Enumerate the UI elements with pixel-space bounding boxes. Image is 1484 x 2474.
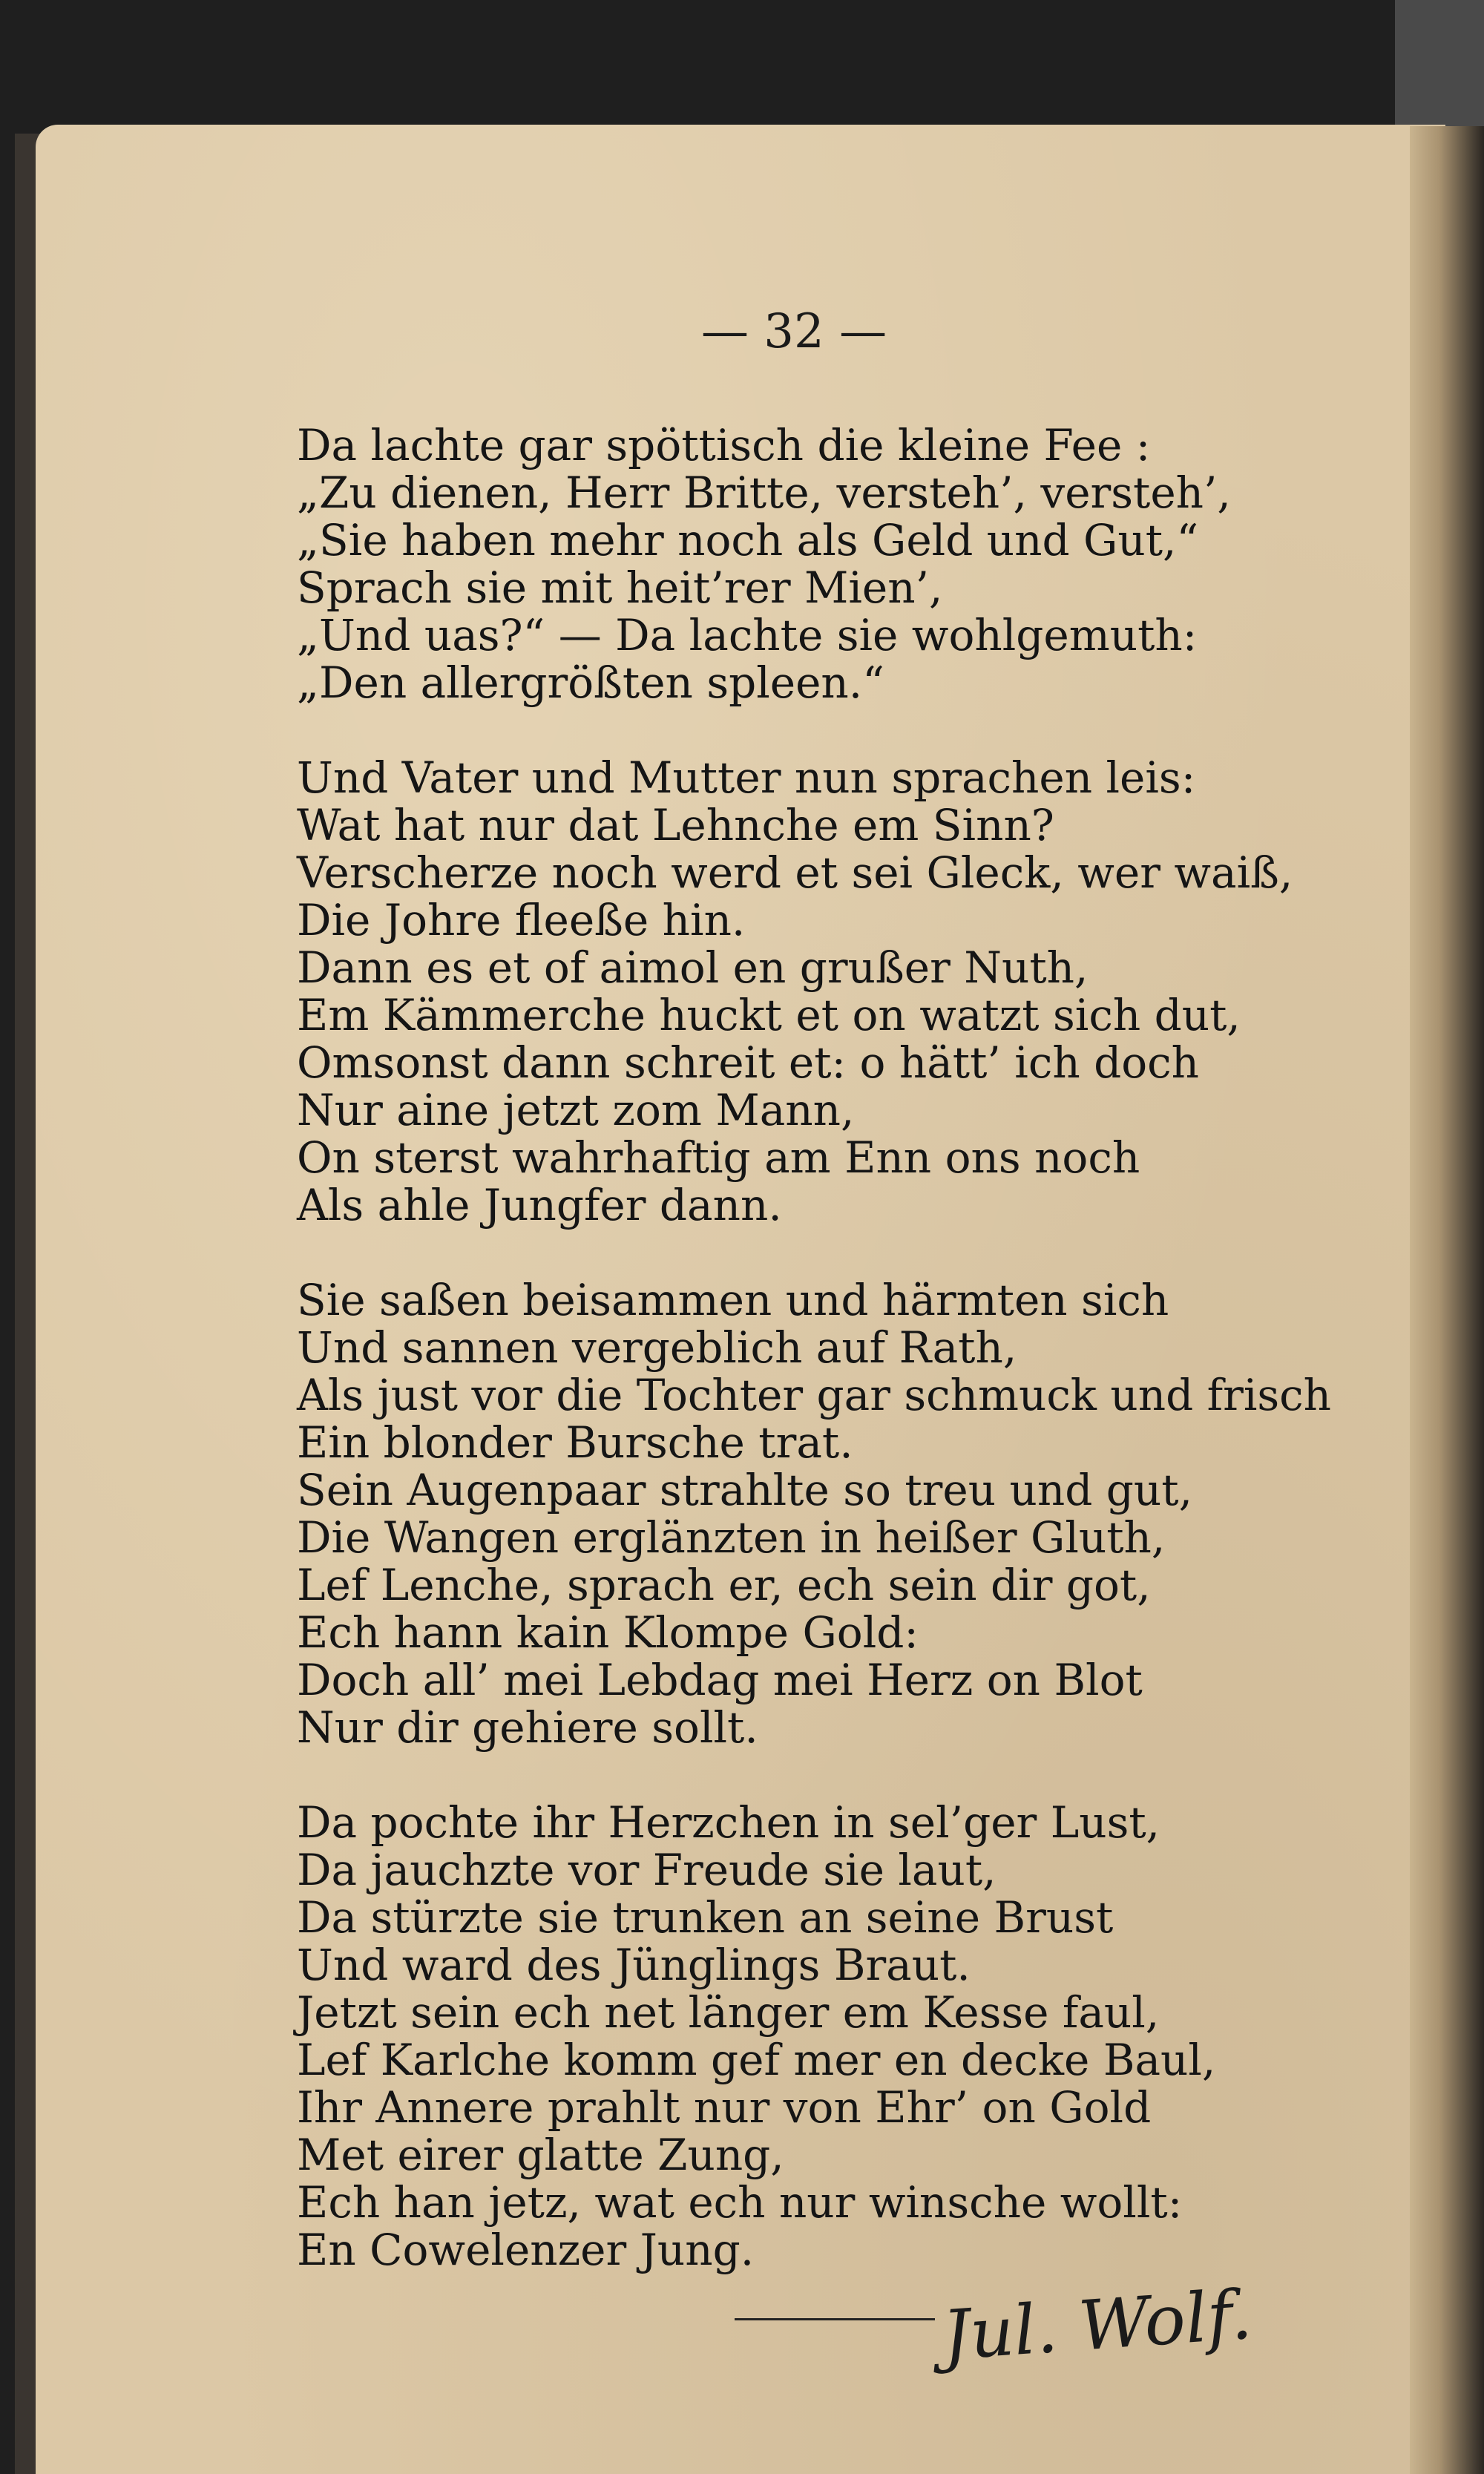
poem-line: Da jauchzte vor Freude sie laut, — [297, 1845, 997, 1895]
poem-line: Nur dir gehiere sollt. — [297, 1702, 758, 1753]
poem-line: Da lachte gar spöttisch die kleine Fee : — [297, 420, 1151, 470]
poem-line: Ein blonder Bursche trat. — [297, 1417, 853, 1468]
poem-line: Als ahle Jungfer dann. — [297, 1180, 782, 1230]
poem-line: Doch all’ mei Lebdag mei Herz on Blot — [297, 1655, 1143, 1705]
stanza-2 — [297, 754, 1336, 1229]
poem-line: Und sannen vergeblich auf Rath, — [297, 1322, 1017, 1373]
signature-rule — [735, 2318, 935, 2320]
stanza-1 — [297, 421, 1336, 706]
stanza-3 — [297, 1276, 1336, 1751]
poem-line: „Zu dienen, Herr Britte, versteh’, versteh’, — [297, 467, 1231, 518]
poem-line: Dann es et of aimol en grußer Nuth, — [297, 942, 1089, 993]
poem-line: Sie saßen beisammen und härmten sich — [297, 1275, 1169, 1325]
poem-line: Die Wangen erglänzten in heißer Gluth, — [297, 1512, 1166, 1563]
poem-line: „Und uas?“ — Da lachte sie wohlgemuth: — [297, 610, 1198, 660]
poem-line: „Den allergrößten spleen.“ — [297, 657, 884, 708]
poem-line: Em Kämmerche huckt et on watzt sich dut, — [297, 990, 1241, 1040]
poem-line: On sterst wahrhaftig am Enn ons noch — [297, 1132, 1140, 1183]
poem-line: Verscherze noch werd et sei Gleck, wer waiß, — [297, 847, 1293, 898]
poem-line: Jetzt sein ech net länger em Kesse faul, — [297, 1987, 1160, 2038]
poem-line: Da stürzte sie trunken an seine Brust — [297, 1892, 1114, 1943]
page-number: — 32 — — [700, 304, 887, 359]
poem-line: Met eirer glatte Zung, — [297, 2130, 784, 2180]
poem-line: Und Vater und Mutter nun sprachen leis: — [297, 752, 1196, 803]
poem-line: Da pochte ihr Herzchen in sel’ger Lust, — [297, 1797, 1160, 1848]
poem-line: Ech hann kain Klompe Gold: — [297, 1607, 919, 1658]
poem-line: Ech han jetz, wat ech nur winsche wollt: — [297, 2177, 1183, 2228]
poem-line: „Sie haben mehr noch als Geld und Gut,“ — [297, 515, 1199, 565]
poem-line: Lef Lenche, sprach er, ech sein dir got, — [297, 1560, 1151, 1610]
page-gutter-shadow — [1410, 126, 1484, 2474]
poem-line: Sein Augenpaar strahlte so treu und gut, — [297, 1465, 1193, 1515]
poem-line: Als just vor die Tochter gar schmuck und frisch — [297, 1370, 1332, 1420]
author-signature: Jul. Wolf. — [939, 2274, 1255, 2376]
poem-line: Sprach sie mit heit’rer Mien’, — [297, 562, 943, 613]
poem-line: Omsonst dann schreit et: o hätt’ ich doch — [297, 1037, 1199, 1088]
poem-line: Ihr Annere prahlt nur von Ehr’ on Gold — [297, 2082, 1152, 2133]
poem-line: Nur aine jetzt zom Mann, — [297, 1085, 855, 1135]
poem-line: Lef Karlche komm gef mer en decke Baul, — [297, 2035, 1216, 2085]
stanza-4 — [297, 1799, 1336, 2274]
poem — [297, 421, 1336, 2321]
poem-line: Und ward des Jünglings Braut. — [297, 1940, 971, 1990]
poem-line: En Cowelenzer Jung. — [297, 2225, 755, 2275]
poem-line: Wat hat nur dat Lehnche em Sinn? — [297, 800, 1054, 850]
poem-line: Die Johre fleeße hin. — [297, 895, 746, 945]
